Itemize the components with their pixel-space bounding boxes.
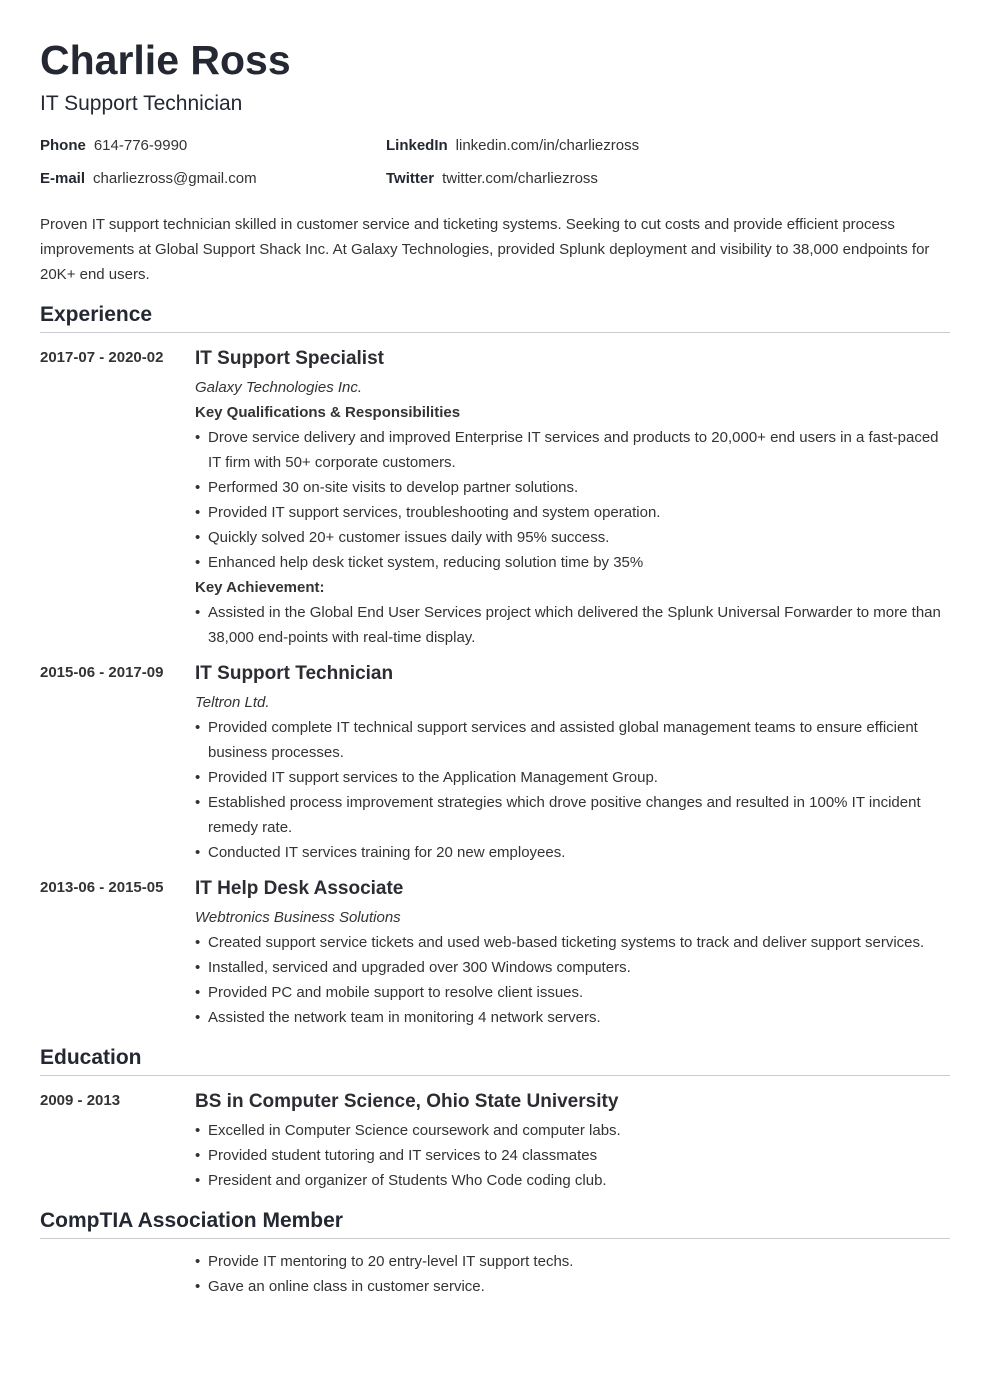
list-item: • Quickly solved 20+ customer issues daily with 95% success. — [195, 525, 950, 550]
phone-value: 614-776-9990 — [93, 137, 188, 154]
bullet-list — [195, 715, 950, 865]
twitter-label: Twitter — [386, 170, 435, 187]
list-item: • President and organizer of Students Who Code coding club. — [195, 1168, 950, 1193]
list-item: • Drove service delivery and improved Enterprise IT services and products to 20,000+ end users in a fast-paced IT firm with 50+ corporate customers. — [195, 425, 950, 475]
education-heading: Education — [40, 1044, 950, 1076]
list-item: • Provided IT support services, troubleshooting and system operation. — [195, 500, 950, 525]
list-item: • Gave an online class in customer service. — [195, 1274, 950, 1299]
entry-body — [195, 346, 950, 650]
job-role: IT Help Desk Associate — [195, 878, 404, 899]
job-role: IT Support Technician — [195, 663, 394, 684]
list-item: • Excelled in Computer Science coursework and computer labs. — [195, 1118, 950, 1143]
entry-dates: 2015-06 - 2017-09 — [40, 664, 164, 681]
job-company: Galaxy Technologies Inc. — [195, 379, 363, 396]
contact-twitter — [386, 169, 598, 189]
entry-body — [195, 876, 950, 1030]
email-value[interactable]: charliezross@gmail.com — [93, 170, 257, 187]
contact-email — [40, 169, 257, 189]
list-item: • Provided student tutoring and IT services to 24 classmates — [195, 1143, 950, 1168]
contact-phone — [40, 136, 187, 156]
entry-body — [195, 1249, 950, 1299]
job-subheading: Key Qualifications & Responsibilities — [195, 404, 461, 421]
list-item: • Provided PC and mobile support to resolve client issues. — [195, 980, 950, 1005]
linkedin-label: LinkedIn — [386, 137, 448, 154]
linkedin-value[interactable]: linkedin.com/in/charliezross — [455, 137, 640, 154]
list-item: • Provided IT support services to the Application Management Group. — [195, 765, 950, 790]
email-label: E-mail — [40, 170, 86, 187]
phone-label: Phone — [40, 137, 86, 154]
summary-paragraph: Proven IT support technician skilled in customer service and ticketing systems. Seeking to cut costs and provide efficient process improvements at Global Support Shack Inc. At Galaxy Technologies, provided Splunk deployment and visibility to 38,000 endpoints for 20K+ end users. — [40, 216, 930, 283]
list-item: • Enhanced help desk ticket system, reducing solution time by 35% — [195, 550, 950, 575]
bullet-list — [195, 1118, 950, 1193]
candidate-name: Charlie Ross — [40, 37, 291, 83]
list-item: • Created support service tickets and used web-based ticketing systems to track and deliver support services. — [195, 930, 950, 955]
job-company: Teltron Ltd. — [195, 694, 270, 711]
list-item: • Provided complete IT technical support services and assisted global management teams to ensure efficient business processes. — [195, 715, 950, 765]
entry-body — [195, 1089, 950, 1193]
contact-linkedin — [386, 136, 639, 156]
list-item: • Established process improvement strategies which drove positive changes and resulted in 100% IT incident remedy rate. — [195, 790, 950, 840]
membership-heading: CompTIA Association Member — [40, 1207, 950, 1239]
twitter-value[interactable]: twitter.com/charliezross — [442, 170, 598, 187]
job-company: Webtronics Business Solutions — [195, 909, 401, 926]
entry-dates: 2009 - 2013 — [40, 1092, 121, 1109]
entry-dates: 2017-07 - 2020-02 — [40, 349, 164, 366]
list-item: • Conducted IT services training for 20 new employees. — [195, 840, 950, 865]
list-item: • Assisted in the Global End User Services project which delivered the Splunk Universal Forwarder to more than 38,000 end-points with real-time display. — [195, 600, 950, 650]
candidate-title: IT Support Technician — [40, 92, 243, 115]
experience-heading: Experience — [40, 301, 950, 333]
bullet-list — [195, 600, 950, 650]
list-item: • Provide IT mentoring to 20 entry-level IT support techs. — [195, 1249, 950, 1274]
job-role: IT Support Specialist — [195, 348, 384, 369]
bullet-list — [195, 1249, 950, 1299]
degree-title: BS in Computer Science, Ohio State University — [195, 1091, 619, 1112]
list-item: • Performed 30 on-site visits to develop partner solutions. — [195, 475, 950, 500]
list-item: • Installed, serviced and upgraded over 300 Windows computers. — [195, 955, 950, 980]
list-item: • Assisted the network team in monitoring 4 network servers. — [195, 1005, 950, 1030]
bullet-list — [195, 425, 950, 575]
entry-dates: 2013-06 - 2015-05 — [40, 879, 164, 896]
bullet-list — [195, 930, 950, 1030]
entry-body — [195, 661, 950, 865]
job-subheading: Key Achievement: — [195, 579, 325, 596]
